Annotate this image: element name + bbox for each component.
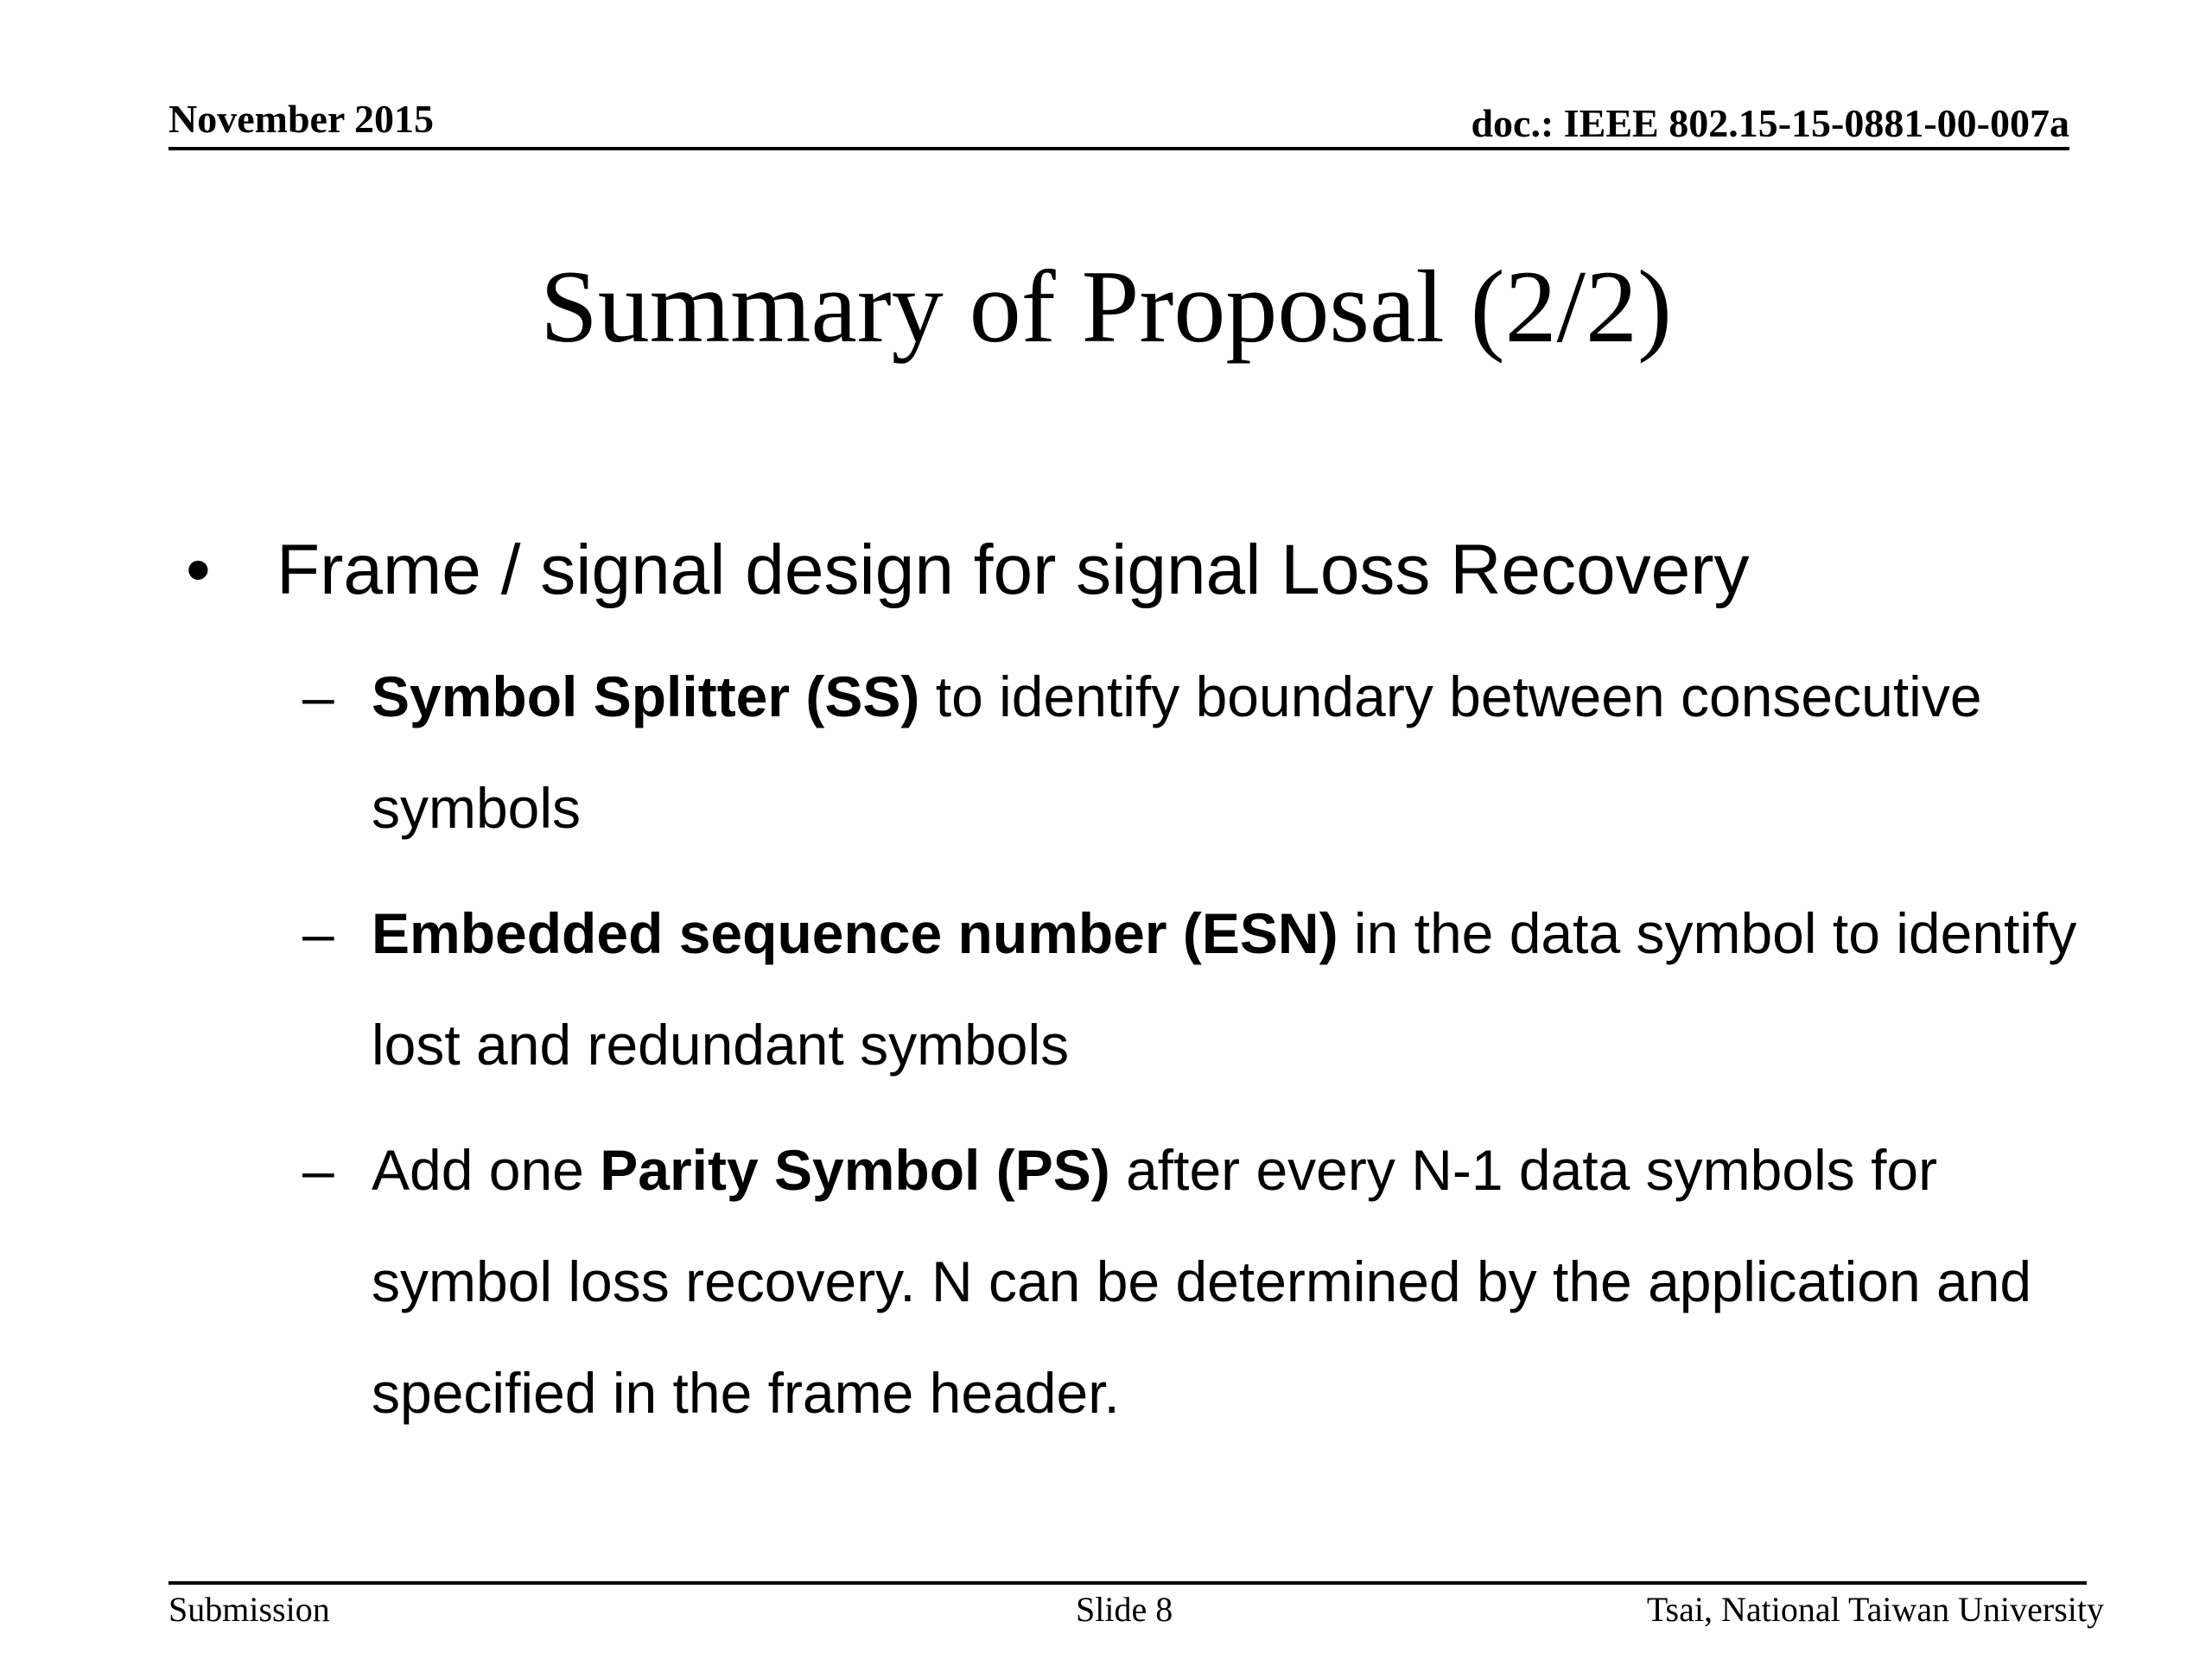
sub-bullet-dash: – (302, 664, 334, 728)
header-date: November 2015 (168, 97, 435, 141)
footer-slide-number: Slide 8 (1076, 1590, 1173, 1629)
sub-bullet-esn (302, 878, 2087, 1101)
sub-bullet-text: to identify boundary between consecutive symbols (372, 664, 1982, 840)
sub-bullet-text: after every N-1 data symbols for symbol loss recovery. N can be determined by the application and specified in the frame header. (372, 1138, 2032, 1425)
bullet-main-text: Frame / signal design for signal Loss Recovery (276, 531, 1750, 609)
sub-bullet-parity-symbol (302, 1115, 2087, 1449)
slide-title: Summary of Proposal (2/2) (540, 249, 1672, 364)
header-divider (168, 147, 2069, 150)
slide-body (186, 527, 2087, 1463)
sub-bullet-bold: Symbol Splitter (SS) (372, 664, 920, 728)
footer-divider (168, 1581, 2087, 1585)
sub-bullet-bold: Parity Symbol (PS) (600, 1138, 1110, 1202)
sub-bullet-symbol-splitter (302, 641, 2087, 864)
footer-author: Tsai, National Taiwan University (1646, 1590, 2104, 1629)
bullet-main (186, 527, 2087, 613)
sub-bullet-dash: – (302, 1138, 334, 1202)
footer-submission: Submission (168, 1590, 330, 1629)
sub-bullet-text: in the data symbol to identify lost and redundant symbols (372, 901, 2077, 1077)
sub-bullet-bold: Embedded sequence number (ESN) (372, 901, 1338, 965)
sub-bullet-dash: – (302, 901, 334, 965)
sub-bullet-pre-text: Add one (372, 1138, 601, 1202)
header-doc-id: doc.: IEEE 802.15-15-0881-00-007a (1471, 101, 2069, 145)
bullet-dot: • (186, 531, 211, 609)
